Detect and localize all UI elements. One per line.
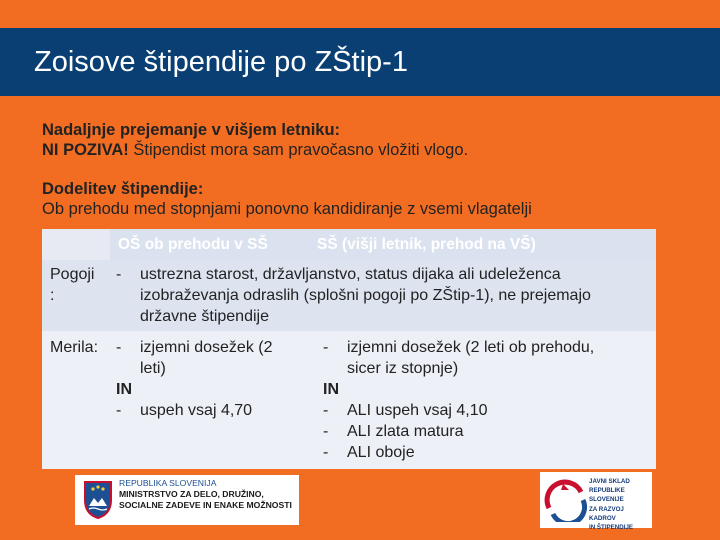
list-dash: - [323, 423, 329, 440]
title-bar [0, 28, 720, 96]
list-item [116, 337, 296, 358]
logo-line: REPUBLIKE SLOVENIJE [589, 487, 625, 504]
criteria-line: ALI oboje [347, 444, 415, 461]
list-item [323, 442, 658, 463]
table-row-conditions [42, 260, 656, 331]
fund-logo [540, 472, 652, 532]
list-item [323, 421, 658, 442]
list-item [323, 337, 658, 358]
list-item [116, 400, 296, 421]
slide-title: Zoisove štipendije po ZŠtip-1 [34, 46, 408, 78]
fund-emblem-icon [543, 478, 587, 522]
paragraph-award [42, 179, 702, 219]
criteria-line: izjemni dosežek (2 [140, 339, 273, 356]
criteria-line: ALI zlata matura [347, 423, 464, 440]
table-header-ss: SŠ (višji letnik, prehod na VŠ) [309, 229, 656, 260]
award-heading: Dodelitev štipendije: [42, 180, 204, 198]
table-header-empty [42, 229, 110, 260]
row-label-criteria: Merila: [50, 339, 99, 356]
list-item [116, 264, 651, 285]
no-call-notice: NI POZIVA! [42, 141, 129, 159]
criteria-line: sicer iz stopnje) [347, 360, 459, 377]
continuation-text [42, 140, 702, 160]
ministry-logo [75, 475, 299, 525]
list-dash: - [116, 339, 122, 356]
ministry-logo-text [119, 478, 292, 511]
table-row-criteria [42, 331, 656, 469]
list-dash: - [323, 339, 329, 356]
continuation-rest: Štipendist mora sam pravočasno vložiti vlogo. [128, 141, 469, 159]
criteria-os-cell [116, 337, 296, 421]
criteria-ss-cell [323, 337, 658, 463]
logo-line: IN ŠTIPENDIJE [589, 524, 634, 532]
logo-line: SOCIALNE ZADEVE IN ENAKE MOŽNOSTI [119, 500, 292, 510]
list-dash: - [116, 266, 122, 283]
list-dash: - [323, 444, 329, 461]
list-dash: - [116, 402, 122, 419]
criteria-line: uspeh vsaj 4,70 [140, 402, 253, 419]
row-label-conditions [50, 264, 94, 306]
criteria-line: ALI uspeh vsaj 4,10 [347, 402, 488, 419]
criteria-connector: IN [116, 381, 132, 398]
logo-line: MINISTRSTVO ZA DELO, DRUŽINO, [119, 489, 264, 499]
row-label-line: Pogoji [50, 266, 95, 283]
table-header-os: OŠ ob prehodu v SŠ [110, 229, 309, 260]
fund-logo-text [589, 477, 652, 532]
list-dash: - [323, 402, 329, 419]
coat-of-arms-icon [83, 480, 113, 520]
continuation-heading: Nadaljnje prejemanje v višjem letniku: [42, 121, 341, 139]
row-label-line: : [50, 287, 55, 304]
criteria-connector: IN [323, 381, 339, 398]
logo-line: REPUBLIKA SLOVENIJA [119, 478, 217, 488]
logo-line: ZA RAZVOJ KADROV [589, 505, 624, 522]
paragraph-continuation [42, 120, 702, 160]
conditions-line: državne štipendije [140, 308, 269, 325]
conditions-line: izobraževanja odraslih (splošni pogoji po ZŠtip-1), ne prejemajo [140, 287, 591, 304]
conditions-cell [116, 264, 651, 327]
criteria-line: izjemni dosežek (2 leti ob prehodu, [347, 339, 595, 356]
logo-line: JAVNI SKLAD [589, 478, 630, 485]
award-text: Ob prehodu med stopnjami ponovno kandidiranje z vsemi vlagatelji [42, 200, 532, 218]
conditions-line: ustrezna starost, državljanstvo, status dijaka ali udeleženca [140, 266, 561, 283]
list-item [323, 400, 658, 421]
criteria-line: leti) [140, 360, 166, 377]
criteria-table [42, 229, 656, 469]
